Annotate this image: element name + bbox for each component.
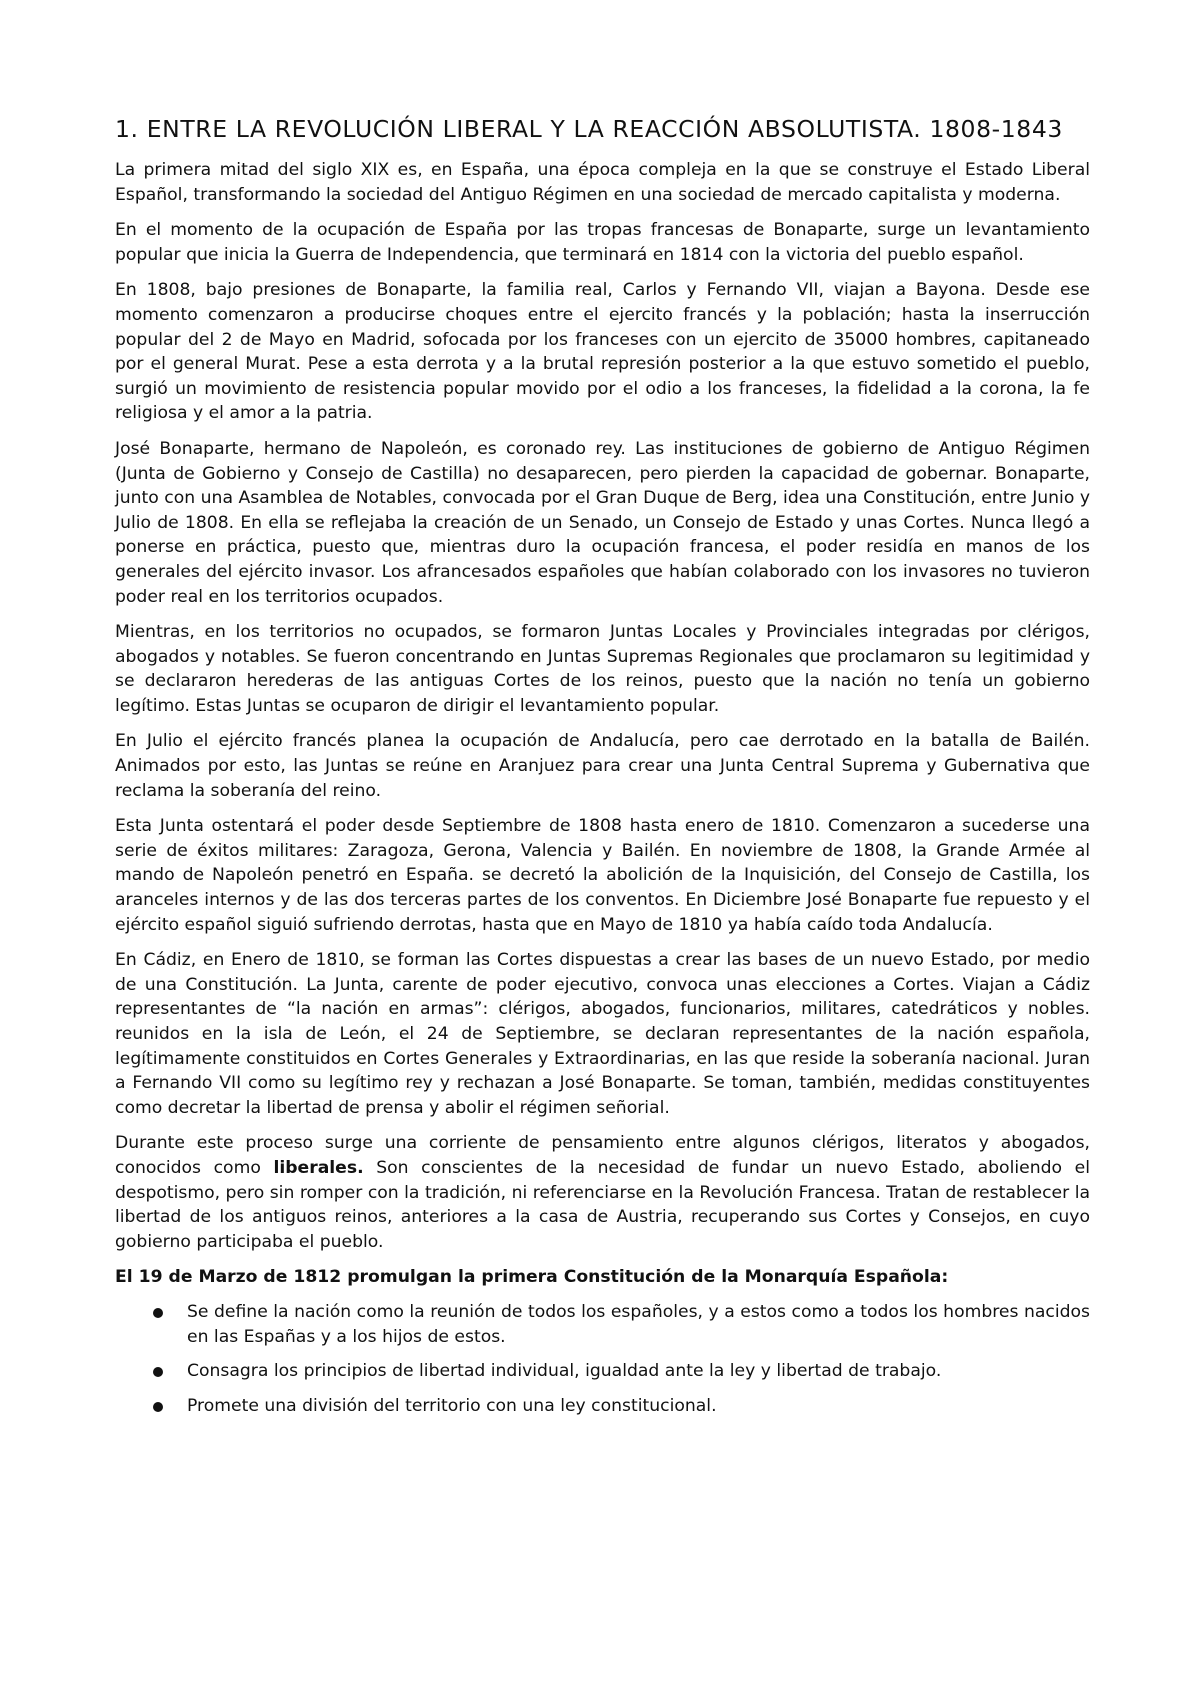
list-item <box>115 1359 1090 1384</box>
paragraph-text: Son conscientes de la necesidad de fundar un nuevo Estado, aboliendo el despotismo, pero sin romper con la tradición, ni referenciarse en la Revolución Francesa. Tratan de restablecer la libertad de los antiguos reinos, anteriores a la casa de Austria, recuperando sus Cortes y Consejos, en cuyo gobierno participaba el pueblo. <box>115 1157 1090 1252</box>
bullet-list <box>115 1300 1090 1418</box>
list-item <box>115 1300 1090 1349</box>
document-title: 1. ENTRE LA REVOLUCIÓN LIBERAL Y LA REACCIÓN ABSOLUTISTA. 1808-1843 <box>115 115 1063 143</box>
list-item-text: Consagra los principios de libertad individual, igualdad ante la ley y libertad de trabajo. <box>187 1361 942 1382</box>
paragraph-text: Durante este proceso surge una corriente de pensamiento entre algunos clérigos, literatos y abogados, conocidos como <box>115 1133 1090 1178</box>
paragraph: José Bonaparte, hermano de Napoleón, es coronado rey. Las instituciones de gobierno de Antiguo Régimen (Junta de Gobierno y Consejo de Castilla) no desaparecen, pero pierden la capacidad de gobernar. Bonaparte, junto con una Asamblea de Notables, convocada por el Gran Duque de Berg, idea una Constitución, entre Junio y Julio de 1808. En ella se reflejaba la creación de un Senado, un Consejo de Estado y unas Cortes. Nunca llegó a ponerse en práctica, puesto que, mientras duro la ocupación francesa, el poder residía en manos de los generales del ejército invasor. Los afrancesados españoles que habían colaborado con los invasores no tuvieron poder real en los territorios ocupados. <box>115 438 1090 607</box>
bullet-icon <box>153 1308 163 1318</box>
list-item-text: Promete una división del territorio con una ley constitucional. <box>187 1395 717 1416</box>
constitution-heading: El 19 de Marzo de 1812 promulgan la primera Constitución de la Monarquía Española: <box>115 1267 949 1288</box>
paragraph: En el momento de la ocupación de España por las tropas francesas de Bonaparte, surge un levantamiento popular que inicia la Guerra de Independencia, que terminará en 1814 con la victoria del pueblo español. <box>115 220 1090 265</box>
paragraph: En Cádiz, en Enero de 1810, se forman las Cortes dispuestas a crear las bases de un nuevo Estado, por medio de una Constitución. La Junta, carente de poder ejecutivo, convoca unas elecciones a Cortes. Viajan a Cádiz representantes de “la nación en armas”: clérigos, abogados, funcionarios, militares, catedráticos y nobles. reunidos en la isla de León, el 24 de Septiembre, se declaran representantes de la nación española, legítimamente constituidos en Cortes Generales y Extraordinarias, en las que reside la soberanía nacional. Juran a Fernando VII como su legítimo rey y rechazan a José Bonaparte. Se toman, también, medidas constituyentes como decretar la libertad de prensa y abolir el régimen señorial. <box>115 950 1090 1118</box>
paragraph: La primera mitad del siglo XIX es, en España, una época compleja en la que se construye el Estado Liberal Español, transformando la sociedad del Antiguo Régimen en una sociedad de mercado capitalista y moderna. <box>115 160 1090 205</box>
bold-term-liberales: liberales. <box>273 1157 364 1178</box>
document-page <box>115 112 1090 1428</box>
paragraph: Mientras, en los territorios no ocupados, se formaron Juntas Locales y Provinciales integradas por clérigos, abogados y notables. Se fueron concentrando en Juntas Supremas Regionales que proclamaron su legitimidad y se declararon herederas de las antiguas Cortes de los reinos, puesto que la nación no tenía un gobierno legítimo. Estas Juntas se ocuparon de dirigir el levantamiento popular. <box>115 622 1090 716</box>
paragraph-liberales <box>115 1131 1090 1254</box>
paragraph: En 1808, bajo presiones de Bonaparte, la familia real, Carlos y Fernando VII, viajan a Bayona. Desde ese momento comenzaron a producirse choques entre el ejercito francés y la población; hasta la inserrucción popular del 2 de Mayo en Madrid, sofocada por los franceses con un ejercito de 35000 hombres, capitaneado por el general Murat. Pese a esta derrota y a la brutal represión posterior a la que estuvo sometido el pueblo, surgió un movimiento de resistencia popular movido por el odio a los franceses, la fidelidad a la corona, la fe religiosa y el amor a la patria. <box>115 280 1090 424</box>
bullet-icon <box>153 1402 163 1412</box>
paragraph: En Julio el ejército francés planea la ocupación de Andalucía, pero cae derrotado en la batalla de Bailén. Animados por esto, las Juntas se reúne en Aranjuez para crear una Junta Central Suprema y Gubernativa que reclama la soberanía del reino. <box>115 731 1090 801</box>
list-item-text: Se define la nación como la reunión de todos los españoles, y a estos como a todos los hombres nacidos en las Españas y a los hijos de estos. <box>187 1301 1090 1347</box>
list-item <box>115 1394 1090 1419</box>
paragraph: Esta Junta ostentará el poder desde Septiembre de 1808 hasta enero de 1810. Comenzaron a sucederse una serie de éxitos militares: Zaragoza, Gerona, Valencia y Bailén. En noviembre de 1808, la Grande Armée al mando de Napoleón penetró en España. se decretó la abolición de la Inquisición, del Consejo de Castilla, los aranceles internos y de las dos terceras partes de los conventos. En Diciembre José Bonaparte fue repuesto y el ejército español siguió sufriendo derrotas, hasta que en Mayo de 1810 ya había caído toda Andalucía. <box>115 816 1090 935</box>
bullet-icon <box>153 1367 163 1377</box>
